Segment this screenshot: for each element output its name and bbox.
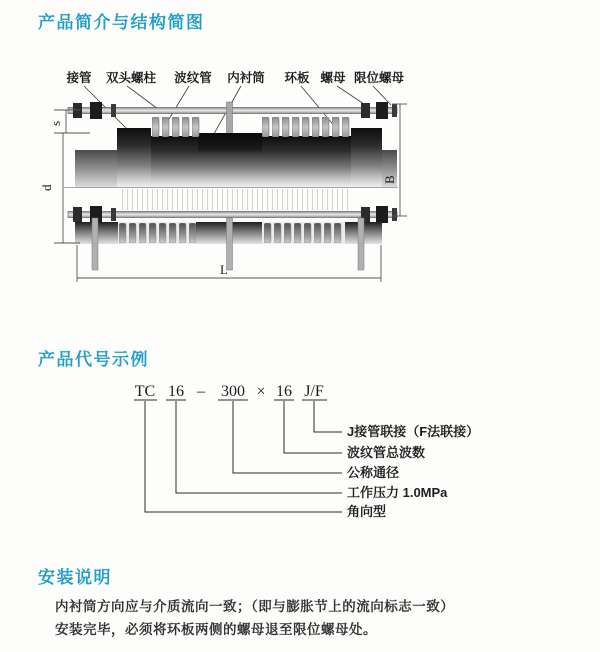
label-nut: 螺母	[320, 71, 346, 85]
token-connection: J/F	[304, 383, 324, 400]
product-code-diagram	[0, 330, 600, 560]
token-type: TC	[134, 383, 156, 400]
center-stud-top	[227, 102, 233, 137]
code-section-heading: 产品代号示例	[38, 350, 149, 369]
token-diameter: 300	[221, 383, 245, 400]
callout-nominal-diameter: 公称通径	[347, 465, 400, 480]
dim-label-L: L	[220, 262, 228, 277]
install-line-2: 安装完毕，必须将环板两侧的螺母退至限位螺母处。	[55, 622, 377, 637]
label-bellows: 波纹管	[174, 71, 212, 85]
callout-angular-type: 角向型	[347, 504, 387, 519]
convolution-hatch	[118, 189, 348, 210]
intro-section-heading: 产品简介与结构简图	[38, 13, 205, 32]
dim-label-B: B	[382, 175, 397, 184]
callout-labels	[347, 424, 479, 519]
joint-body-upper	[75, 117, 397, 187]
label-ring-plate: 环板	[284, 71, 310, 85]
callout-wave-count: 波纹管总波数	[347, 445, 426, 460]
install-section-heading: 安装说明	[38, 568, 112, 587]
label-inner-liner: 内衬筒	[227, 71, 265, 85]
token-waves: 16	[276, 383, 292, 400]
dimension-d	[39, 133, 80, 243]
callout-connection-type: J接管联接（F法联接）	[347, 424, 480, 439]
callout-working-pressure: 工作压力 1.0MPa	[347, 485, 448, 500]
dim-label-d: d	[39, 184, 54, 191]
install-line-1: 内衬筒方向应与介质流向一致；（即与膨胀节上的流向标志一致）	[55, 599, 455, 614]
install-instructions	[55, 595, 454, 641]
code-tokens	[135, 383, 324, 400]
token-times: ×	[256, 383, 266, 400]
label-double-end-stud: 双头螺柱	[105, 71, 157, 85]
token-pressure: 16	[168, 383, 184, 400]
label-limit-nut: 限位螺母	[353, 71, 405, 85]
label-connecting-pipe: 接管	[66, 71, 92, 85]
callout-leader-lines	[145, 401, 342, 512]
part-labels	[65, 70, 404, 85]
token-dash: –	[197, 383, 205, 400]
dim-label-s: s	[48, 120, 63, 126]
